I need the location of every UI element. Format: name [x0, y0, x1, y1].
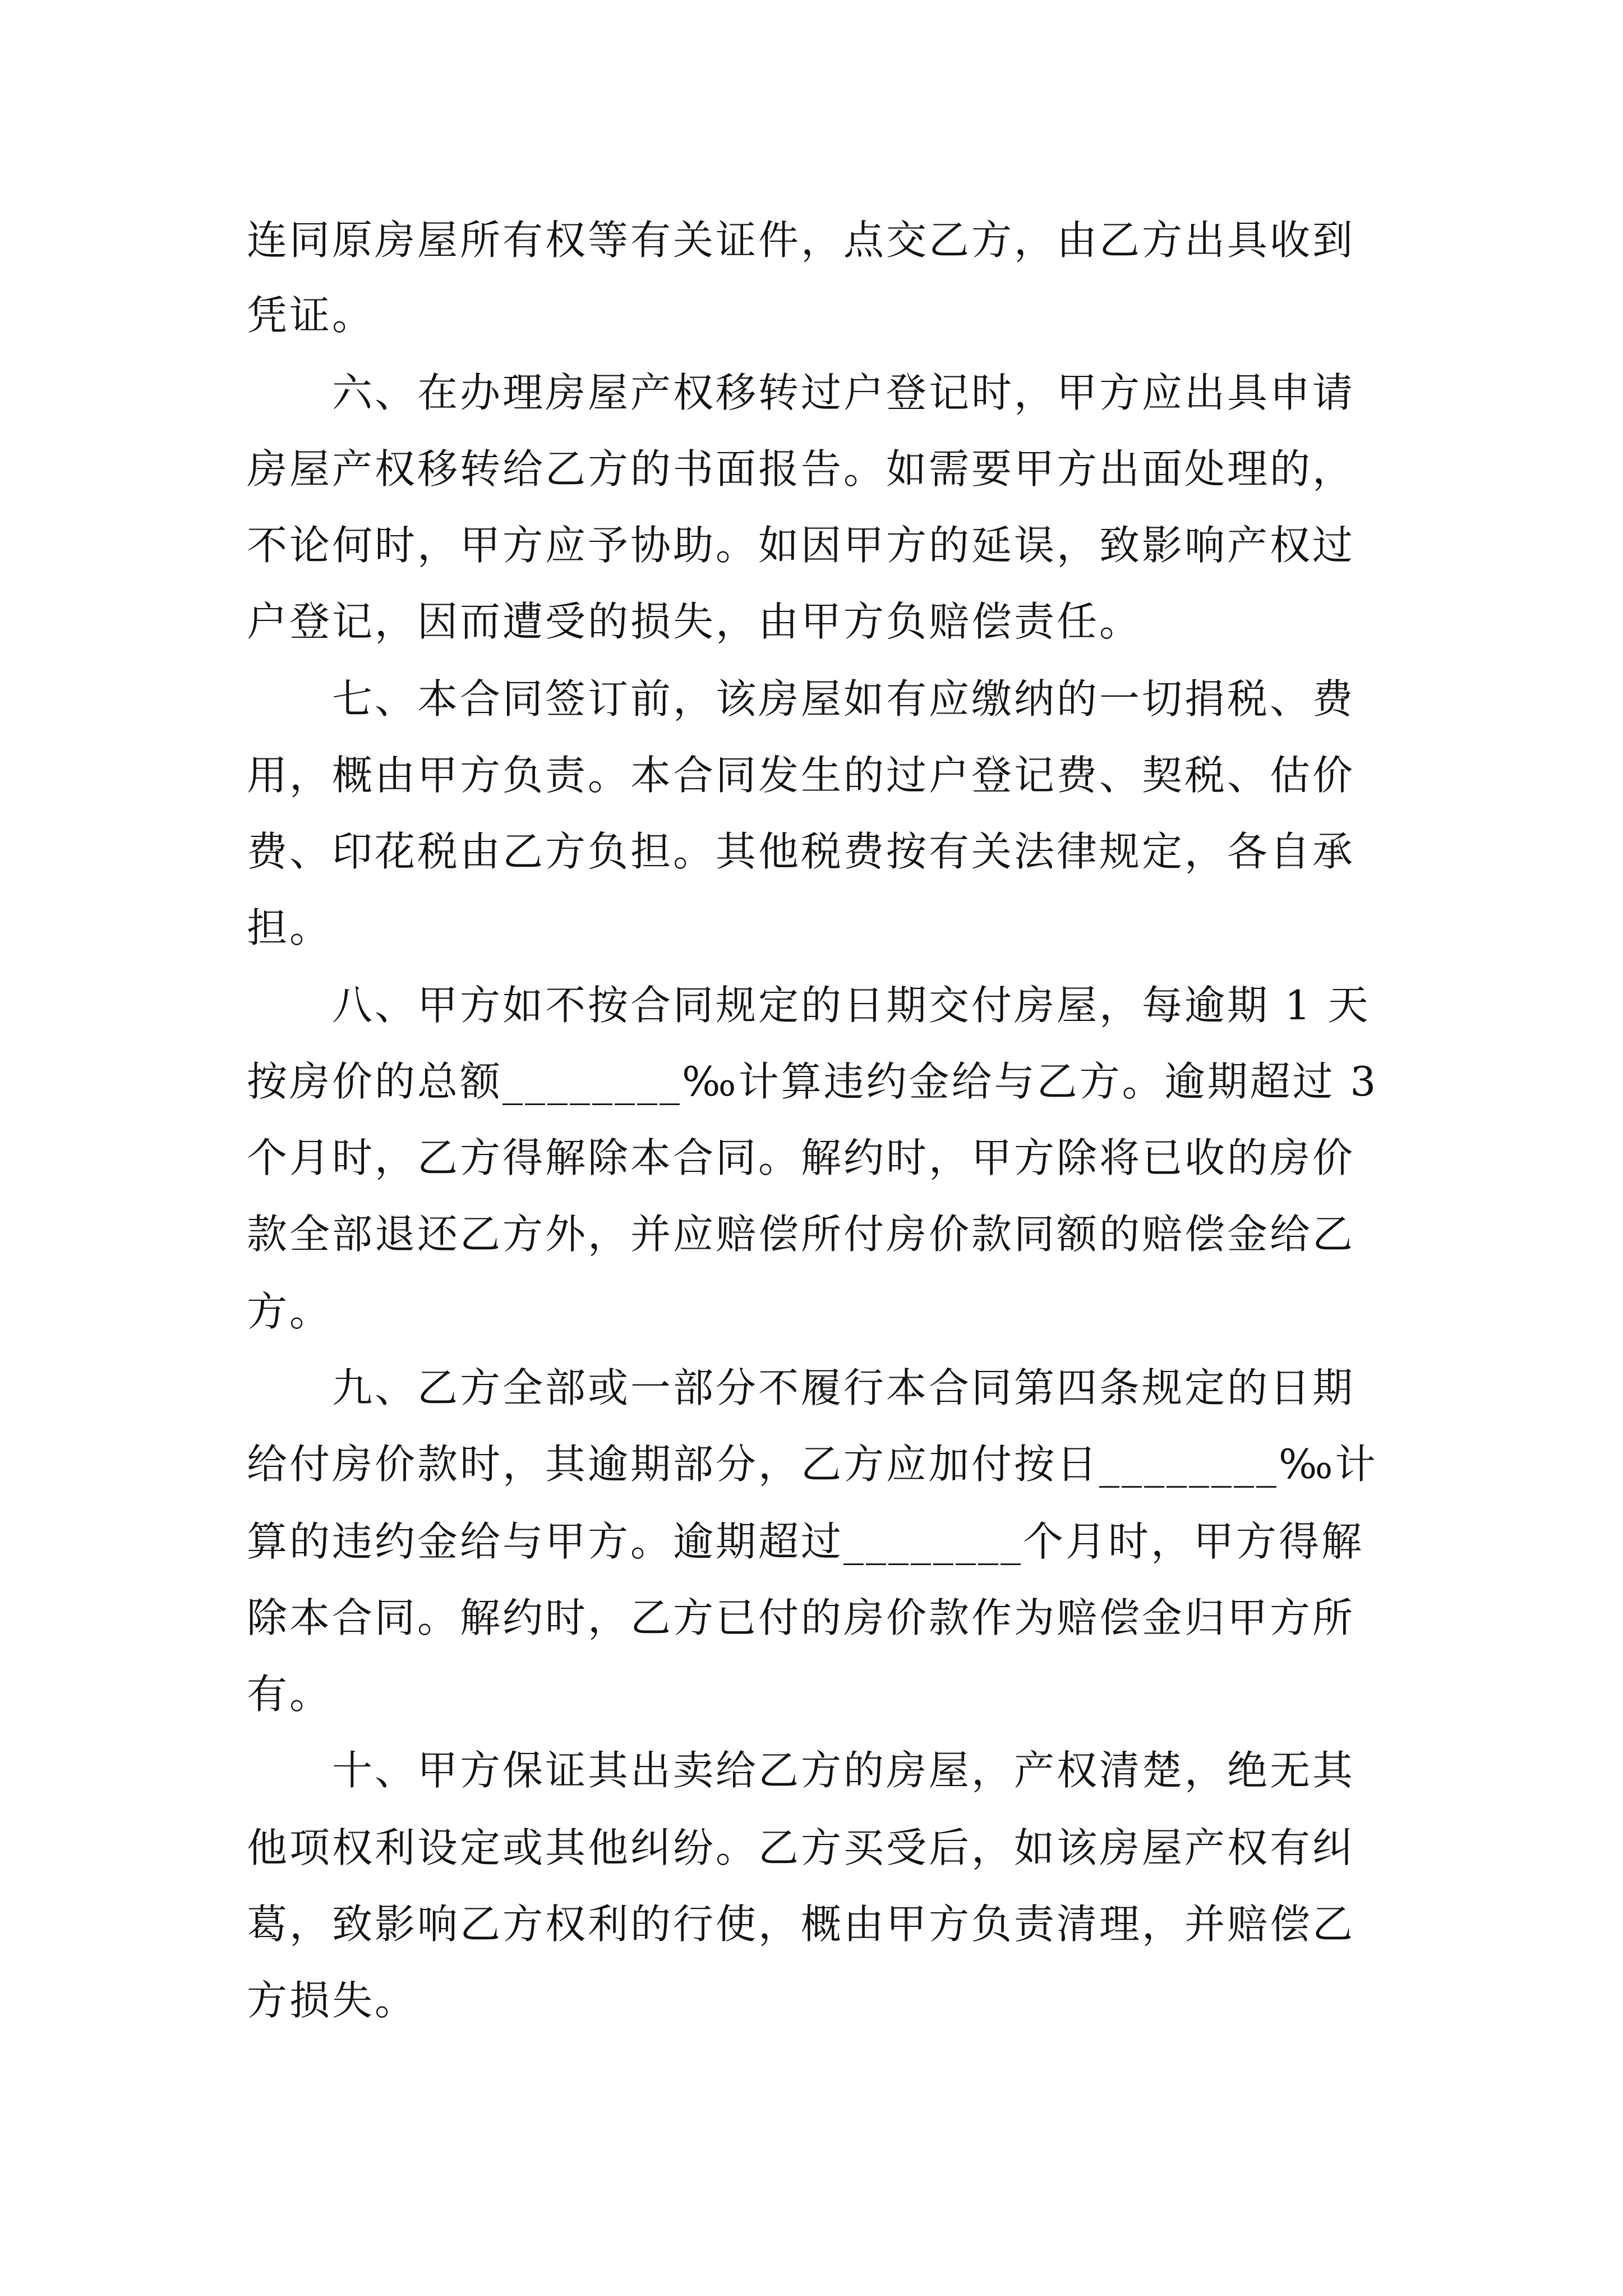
text-line: 方。: [247, 1288, 333, 1335]
text-line: 连同原房屋所有权等有关证件，点交乙方，由乙方出具收到: [247, 217, 1355, 264]
text-line: 十、甲方保证其出卖给乙方的房屋，产权清楚，绝无其: [247, 1747, 1355, 1794]
text-line: 算的违约金给与甲方。逾期超过________个月时，甲方得解: [247, 1518, 1364, 1565]
text-line: 不论何时，甲方应予协助。如因甲方的延误，致影响产权过: [247, 522, 1355, 569]
text-line: 九、乙方全部或一部分不履行本合同第四条规定的日期: [247, 1364, 1355, 1411]
text-line: 用，概由甲方负责。本合同发生的过户登记费、契税、估价: [247, 752, 1355, 799]
text-line: 费、印花税由乙方负担。其他税费按有关法律规定，各自承: [247, 828, 1355, 875]
text-line: 凭证。: [247, 292, 375, 339]
text-line: 担。: [247, 904, 333, 951]
text-line: 款全部退还乙方外，并应赔偿所付房价款同额的赔偿金给乙: [247, 1211, 1355, 1258]
text-line: 六、在办理房屋产权移转过户登记时，甲方应出具申请: [247, 369, 1355, 416]
text-line: 方损失。: [247, 1977, 418, 2024]
text-line: 给付房价款时，其逾期部分，乙方应加付按日________‰计: [247, 1441, 1378, 1488]
text-line: 有。: [247, 1671, 333, 1718]
text-line: 七、本合同签订前，该房屋如有应缴纳的一切捐税、费: [247, 675, 1355, 723]
text-line: 八、甲方如不按合同规定的日期交付房屋，每逾期 1 天: [247, 982, 1371, 1029]
text-line: 房屋产权移转给乙方的书面报告。如需要甲方出面处理的，: [247, 445, 1355, 493]
text-line: 户登记，因而遭受的损失，由甲方负赔偿责任。: [247, 598, 1142, 645]
text-line: 他项权利设定或其他纠纷。乙方买受后，如该房屋产权有纠: [247, 1824, 1355, 1871]
text-line: 葛，致影响乙方权利的行使，概由甲方负责清理，并赔偿乙: [247, 1901, 1355, 1948]
text-line: 按房价的总额________‰计算违约金给与乙方。逾期超过 3: [247, 1058, 1378, 1105]
text-line: 个月时，乙方得解除本合同。解约时，甲方除将已收的房价: [247, 1134, 1355, 1181]
text-line: 除本合同。解约时，乙方已付的房价款作为赔偿金归甲方所: [247, 1594, 1355, 1641]
